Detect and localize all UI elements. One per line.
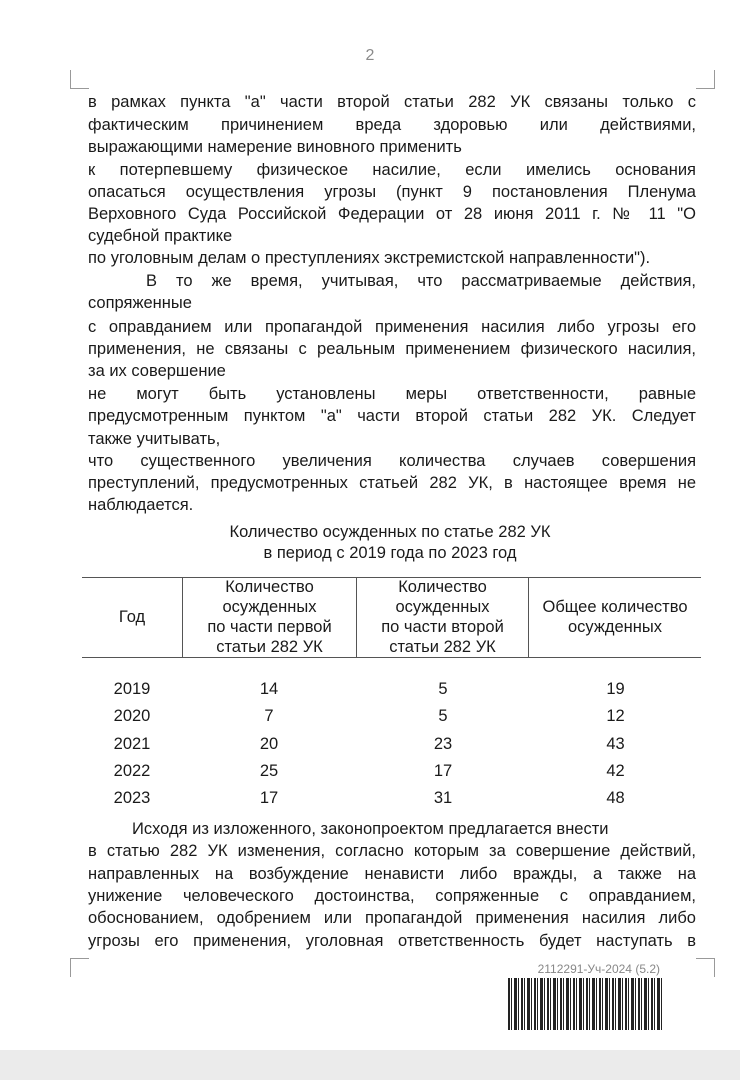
cell-part2: 5	[438, 680, 448, 698]
header-total-line: осужденных	[567, 618, 663, 636]
crop-mark-bottom-right	[696, 958, 715, 977]
text-line: предусмотренным пунктом "а" части второй статьи 282 УК. Следует	[88, 407, 696, 425]
cell-part1: 7	[264, 707, 274, 725]
cell-year: 2022	[113, 762, 151, 780]
document-id: 2112291-Уч-2024 (5.2)	[537, 962, 660, 976]
table-row	[82, 758, 701, 785]
header-part1-line: по части первой	[207, 618, 332, 636]
text-line: В то же время, учитывая, что рассматриваемые действия,	[146, 272, 696, 290]
table-title: Количество осужденных по статье 282 УК	[229, 523, 551, 541]
cell-part2: 17	[433, 762, 453, 780]
text-line: также учитывать,	[88, 430, 221, 448]
cell-part1: 14	[259, 680, 279, 698]
cell-total: 19	[606, 680, 625, 698]
crop-mark-top-left	[70, 70, 89, 89]
cell-year: 2019	[113, 680, 151, 698]
header-part2-line: статьи 282 УК	[389, 638, 496, 656]
table-row	[82, 731, 701, 758]
table-row	[82, 785, 701, 812]
header-part2-line: Количество	[398, 578, 487, 596]
page-number: 2	[365, 47, 375, 64]
header-part1-line: Количество	[225, 578, 314, 596]
cell-total: 42	[606, 762, 625, 780]
crop-mark-bottom-left	[70, 958, 89, 977]
text-line: применения, не связаны с реальным применением физического насилия,	[88, 340, 696, 358]
text-line: преступлений, предусмотренных статьей 282 УК, в настоящее время не	[88, 474, 696, 492]
text-line: Исходя из изложенного, законопроектом предлагается внести	[132, 820, 609, 838]
text-line: с оправданием или пропагандой применения насилия либо угрозы его	[88, 318, 696, 336]
barcode-icon	[508, 978, 663, 1030]
header-part2	[357, 577, 528, 657]
text-line: что существенного увеличения количества случаев совершения	[88, 452, 696, 470]
text-line: наблюдается.	[88, 496, 194, 514]
cell-year: 2021	[113, 735, 151, 753]
header-part2-line: осужденных	[395, 598, 490, 616]
header-part2-line: по части второй	[381, 618, 504, 636]
cell-part2: 5	[438, 707, 448, 725]
text-line: за их совершение	[88, 362, 226, 380]
text-line: угрозы его применения, уголовная ответственность будет наступать в	[88, 932, 696, 950]
text-line: к потерпевшему физическое насилие, если имелись основания	[88, 161, 696, 179]
text-line: Верховного Суда Российской Федерации от 28 июня 2011 г. № 11 "О	[88, 205, 696, 223]
cell-total: 43	[606, 735, 625, 753]
header-part1	[183, 577, 356, 657]
text-line: направленных на возбуждение ненависти либо вражды, а также на	[88, 865, 696, 883]
text-line: в рамках пункта "а" части второй статьи 282 УК связаны только с	[88, 93, 696, 111]
cell-year: 2023	[113, 789, 151, 807]
table-row	[82, 676, 701, 703]
table-subtitle: в период с 2019 года по 2023 год	[263, 544, 517, 562]
cell-part1: 17	[259, 789, 279, 807]
cell-year: 2020	[113, 707, 151, 725]
cell-total: 48	[606, 789, 625, 807]
text-line: по уголовным делам о преступлениях экстремистской направленности").	[88, 249, 651, 267]
header-total-line: Общее количество	[542, 598, 688, 616]
cell-part2: 31	[433, 789, 453, 807]
cell-part2: 23	[433, 735, 453, 753]
text-line: обоснованием, одобрением или пропагандой применения насилия либо	[88, 909, 696, 927]
header-year	[82, 577, 182, 657]
text-line: сопряженные	[88, 294, 192, 312]
header-part1-line: статьи 282 УК	[216, 638, 323, 656]
table-header-rule	[82, 657, 701, 658]
text-line: опасаться осуществления угрозы (пункт 9 постановления Пленума	[88, 183, 696, 201]
crop-mark-top-right	[696, 70, 715, 89]
text-line: выражающими намерение виновного применить	[88, 138, 462, 156]
text-line: судебной практике	[88, 227, 233, 245]
text-line: в статью 282 УК изменения, согласно которым за совершение действий,	[88, 842, 696, 860]
text-line: не могут быть установлены меры ответственности, равные	[88, 385, 696, 403]
text-line: унижение человеческого достоинства, сопряженные с оправданием,	[88, 887, 696, 905]
cell-part1: 20	[259, 735, 279, 753]
text-line: фактическим причинением вреда здоровью или действиями,	[88, 116, 696, 134]
header-part1-line: осужденных	[222, 598, 317, 616]
table-row	[82, 703, 701, 730]
header-year-label: Год	[118, 608, 146, 626]
cell-part1: 25	[259, 762, 279, 780]
header-total	[529, 577, 701, 657]
cell-total: 12	[606, 707, 625, 725]
